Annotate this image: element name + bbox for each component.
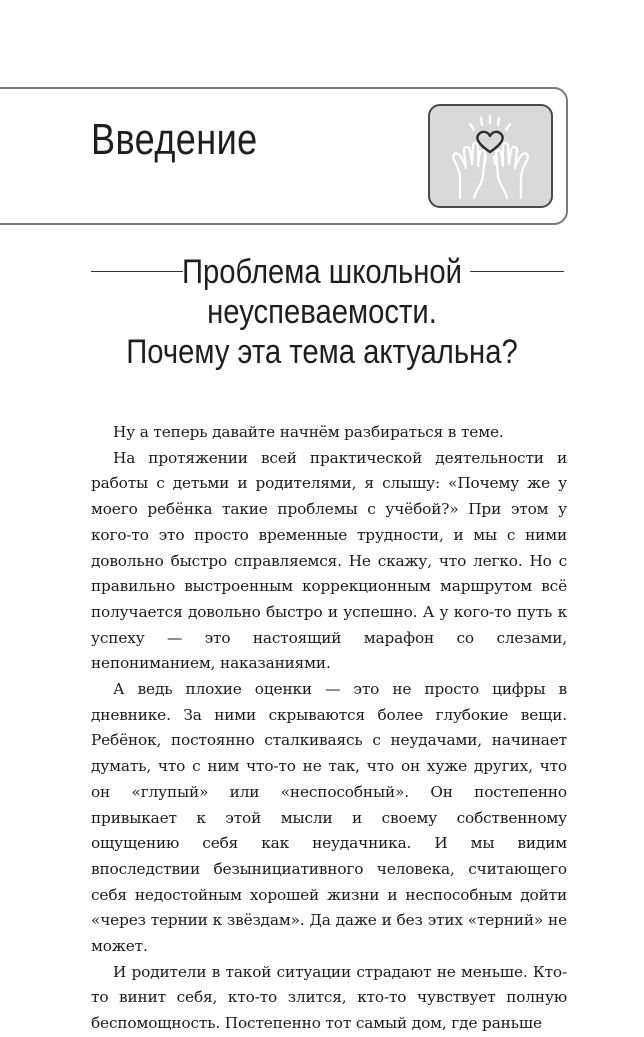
section-heading	[0, 252, 644, 372]
body-text	[91, 420, 567, 1037]
paragraph: И родители в такой ситуации страдают не меньше. Кто-то винит себя, кто-то злится, кто-то чувствует полную беспомощность. Постепенно тот самый дом, где раньше	[91, 962, 567, 1033]
section-heading-line: Проблема школьной	[181, 253, 463, 291]
chapter-title: Введение	[91, 115, 258, 164]
section-heading-line: Почему эта тема актуальна?	[126, 333, 518, 371]
paragraph: На протяжении всей практической деятельности и работы с детьми и родителями, я слышу: «Почему же у моего ребёнка такие проблемы с учёбой?» При этом у кого-то это просто временные трудности, и мы с ними довольно быстро справляемся. Не скажу, что легко. Но с правильно выстроенным коррекционным маршрутом всё получается довольно быстро и успешно. А у кого-то путь к успеху — это настоящий марафон со слезами, непониманием, наказаниями.	[91, 448, 567, 673]
hands-heart-icon	[430, 106, 551, 206]
paragraph: А ведь плохие оценки — это не просто цифры в дневнике. За ними скрываются более глубокие вещи. Ребёнок, постоянно сталкиваясь с неудачами, начинает думать, что с ним что-то не так, что он хуже других, что он «глупый» или «неспособный». Он постепенно привыкает к этой мысли и своему собственному ощущению себя как неудачника. И мы видим впоследствии безынициативного человека, считающего себя недостойным хорошей жизни и неспособным дойти «через тернии к звёздам». Да даже и без этих «терний» не может.	[91, 680, 567, 956]
chapter-icon-tile	[428, 104, 553, 208]
paragraph: Ну а теперь давайте начнём разбираться в теме.	[113, 423, 504, 441]
section-heading-line: неуспеваемости.	[207, 293, 437, 331]
